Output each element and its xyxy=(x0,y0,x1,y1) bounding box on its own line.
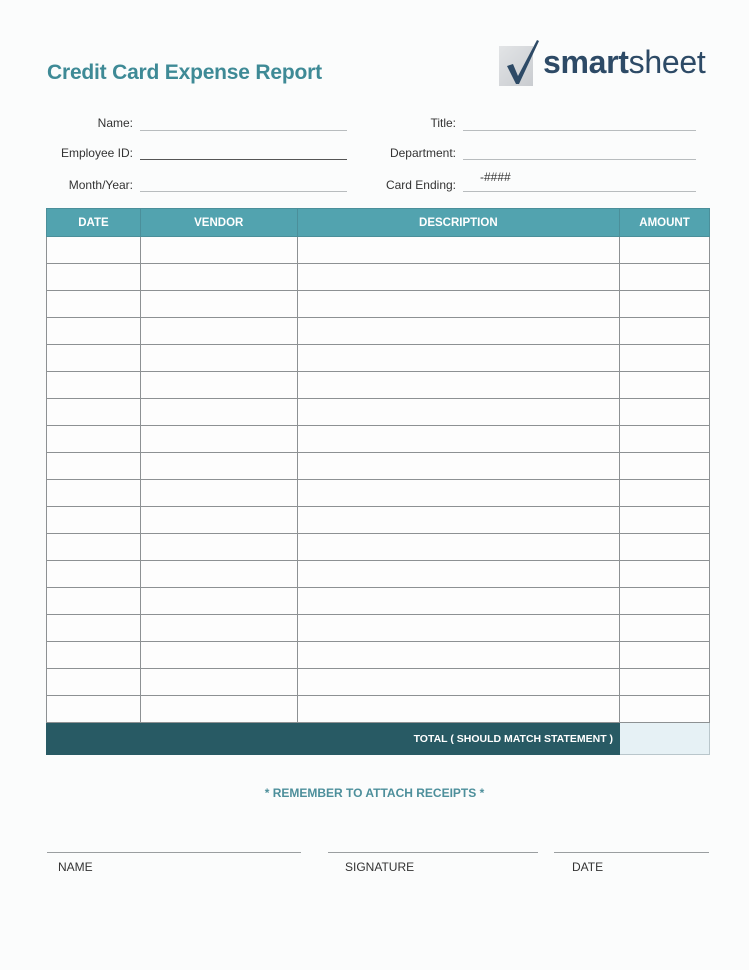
description-cell[interactable] xyxy=(297,318,619,345)
date-cell[interactable] xyxy=(47,318,141,345)
date-cell[interactable] xyxy=(47,534,141,561)
vendor-cell[interactable] xyxy=(140,534,297,561)
vendor-cell[interactable] xyxy=(140,453,297,480)
description-cell[interactable] xyxy=(297,399,619,426)
column-header-vendor: VENDOR xyxy=(140,209,297,237)
card-ending-label: Card Ending: xyxy=(385,178,456,192)
description-cell[interactable] xyxy=(297,588,619,615)
amount-cell[interactable] xyxy=(620,480,710,507)
date-cell[interactable] xyxy=(47,615,141,642)
date-cell[interactable] xyxy=(47,669,141,696)
attach-receipts-reminder: * REMEMBER TO ATTACH RECEIPTS * xyxy=(264,786,485,800)
vendor-cell[interactable] xyxy=(140,372,297,399)
column-header-description: DESCRIPTION xyxy=(297,209,619,237)
employee-id-input[interactable] xyxy=(140,159,347,160)
name-label: Name: xyxy=(97,116,133,130)
vendor-cell[interactable] xyxy=(140,480,297,507)
vendor-cell[interactable] xyxy=(140,642,297,669)
vendor-cell[interactable] xyxy=(140,345,297,372)
date-cell[interactable] xyxy=(47,480,141,507)
date-cell[interactable] xyxy=(47,372,141,399)
vendor-cell[interactable] xyxy=(140,399,297,426)
date-cell[interactable] xyxy=(47,696,141,723)
total-label: TOTAL ( SHOULD MATCH STATEMENT ) xyxy=(47,723,620,755)
amount-cell[interactable] xyxy=(620,264,710,291)
amount-cell[interactable] xyxy=(620,642,710,669)
vendor-cell[interactable] xyxy=(140,264,297,291)
amount-cell[interactable] xyxy=(620,453,710,480)
vendor-cell[interactable] xyxy=(140,318,297,345)
card-ending-value: -#### xyxy=(480,170,511,184)
card-ending-input[interactable] xyxy=(463,191,696,192)
smartsheet-logo xyxy=(497,38,737,90)
table-row xyxy=(47,588,710,615)
amount-cell[interactable] xyxy=(620,669,710,696)
title-label: Title: xyxy=(430,116,456,130)
vendor-cell[interactable] xyxy=(140,588,297,615)
date-signature-label: DATE xyxy=(572,860,604,874)
amount-cell[interactable] xyxy=(620,318,710,345)
description-cell[interactable] xyxy=(297,669,619,696)
amount-cell[interactable] xyxy=(620,372,710,399)
checkmark-icon xyxy=(501,38,543,86)
date-cell[interactable] xyxy=(47,291,141,318)
vendor-cell[interactable] xyxy=(140,615,297,642)
date-cell[interactable] xyxy=(47,642,141,669)
date-cell[interactable] xyxy=(47,426,141,453)
vendor-cell[interactable] xyxy=(140,426,297,453)
vendor-cell[interactable] xyxy=(140,561,297,588)
table-row xyxy=(47,561,710,588)
table-row xyxy=(47,642,710,669)
description-cell[interactable] xyxy=(297,372,619,399)
table-row xyxy=(47,372,710,399)
date-cell[interactable] xyxy=(47,453,141,480)
amount-cell[interactable] xyxy=(620,426,710,453)
description-cell[interactable] xyxy=(297,696,619,723)
amount-cell[interactable] xyxy=(620,615,710,642)
date-cell[interactable] xyxy=(47,237,141,264)
date-cell[interactable] xyxy=(47,507,141,534)
table-row xyxy=(47,291,710,318)
department-input[interactable] xyxy=(463,159,696,160)
amount-cell[interactable] xyxy=(620,399,710,426)
table-row xyxy=(47,399,710,426)
employee-id-label: Employee ID: xyxy=(60,146,133,160)
table-row xyxy=(47,615,710,642)
description-cell[interactable] xyxy=(297,291,619,318)
vendor-cell[interactable] xyxy=(140,696,297,723)
vendor-cell[interactable] xyxy=(140,507,297,534)
table-row xyxy=(47,237,710,264)
description-cell[interactable] xyxy=(297,534,619,561)
title-input[interactable] xyxy=(463,130,696,131)
date-cell[interactable] xyxy=(47,264,141,291)
table-row xyxy=(47,318,710,345)
description-cell[interactable] xyxy=(297,480,619,507)
date-cell[interactable] xyxy=(47,399,141,426)
amount-cell[interactable] xyxy=(620,507,710,534)
table-row xyxy=(47,507,710,534)
department-label: Department: xyxy=(389,146,456,160)
table-row xyxy=(47,264,710,291)
date-signature-line[interactable] xyxy=(554,852,709,853)
vendor-cell[interactable] xyxy=(140,291,297,318)
column-header-date: DATE xyxy=(47,209,141,237)
column-header-amount: AMOUNT xyxy=(620,209,710,237)
description-cell[interactable] xyxy=(297,426,619,453)
amount-cell[interactable] xyxy=(620,696,710,723)
description-cell[interactable] xyxy=(297,237,619,264)
amount-cell[interactable] xyxy=(620,345,710,372)
table-header-row xyxy=(47,209,710,237)
description-cell[interactable] xyxy=(297,561,619,588)
description-cell[interactable] xyxy=(297,642,619,669)
table-row xyxy=(47,534,710,561)
date-cell[interactable] xyxy=(47,561,141,588)
signature-line[interactable] xyxy=(328,852,538,853)
date-cell[interactable] xyxy=(47,345,141,372)
table-row xyxy=(47,480,710,507)
table-row xyxy=(47,426,710,453)
vendor-cell[interactable] xyxy=(140,669,297,696)
description-cell[interactable] xyxy=(297,453,619,480)
description-cell[interactable] xyxy=(297,507,619,534)
date-cell[interactable] xyxy=(47,588,141,615)
description-cell[interactable] xyxy=(297,264,619,291)
description-cell[interactable] xyxy=(297,615,619,642)
amount-cell[interactable] xyxy=(620,237,710,264)
vendor-cell[interactable] xyxy=(140,237,297,264)
total-row xyxy=(47,723,710,755)
table-row xyxy=(47,345,710,372)
table-row xyxy=(47,696,710,723)
month-year-input[interactable] xyxy=(140,191,347,192)
table-row xyxy=(47,453,710,480)
total-amount-cell[interactable] xyxy=(620,723,710,755)
amount-cell[interactable] xyxy=(620,588,710,615)
amount-cell[interactable] xyxy=(620,561,710,588)
name-input[interactable] xyxy=(140,130,347,131)
name-signature-line[interactable] xyxy=(47,852,301,853)
amount-cell[interactable] xyxy=(620,534,710,561)
table-row xyxy=(47,669,710,696)
expense-table xyxy=(46,208,710,755)
month-year-label: Month/Year: xyxy=(68,178,133,192)
amount-cell[interactable] xyxy=(620,291,710,318)
description-cell[interactable] xyxy=(297,345,619,372)
name-signature-label: NAME xyxy=(58,860,93,874)
signature-label: SIGNATURE xyxy=(345,860,415,874)
logo-wordmark: smartsheet xyxy=(543,44,706,80)
page-title: Credit Card Expense Report xyxy=(47,61,322,84)
